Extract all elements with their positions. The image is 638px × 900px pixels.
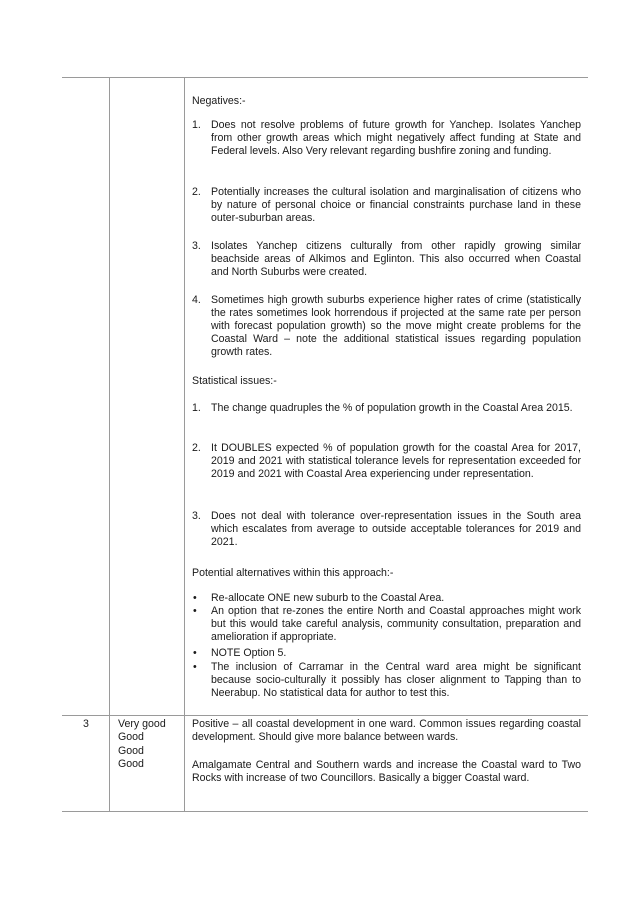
- ratings-column: [118, 718, 166, 772]
- rating: Good: [118, 731, 144, 744]
- alternative-bullet: • NOTE Option 5.: [193, 647, 287, 659]
- alternative-bullet: • An option that re-zones the entire North and Coastal approaches might work but this would take careful analysis, community consultation, preparation and amelioration if appropriate.: [193, 605, 581, 644]
- negative-item: 3. Isolates Yanchep citizens culturally from other rapidly growing similar beachside areas of Alkimos and Eglinton. This also occurred when Coastal and North Suburbs were created.: [192, 240, 581, 279]
- column-divider: [109, 78, 110, 811]
- row3-paragraph-positive: Positive – all coastal development in one ward. Common issues regarding coastal development. Should give more balance between wards.: [192, 718, 581, 743]
- statistical-item: 3. Does not deal with tolerance over-representation issues in the South area which escalates from average to outside acceptable tolerances for 2019 and 2021.: [192, 510, 581, 549]
- statistical-item: 2. It DOUBLES expected % of population growth for the coastal Area for 2017, 2019 and 2021 with statistical tolerance levels for representation exceeded for 2019 and 2021 with Coastal Area experiencing under representation.: [192, 442, 581, 481]
- row3-paragraph-amalgamate: Amalgamate Central and Southern wards and increase the Coastal ward to Two Rocks with increase of two Councillors. Basically a bigger Coastal ward.: [192, 759, 581, 784]
- statistical-issues-heading: Statistical issues:-: [192, 375, 277, 387]
- rating: Good: [118, 758, 144, 771]
- column-divider: [184, 78, 185, 811]
- alternative-bullet: • Re-allocate ONE new suburb to the Coastal Area.: [193, 592, 445, 604]
- alternative-bullet: • The inclusion of Carramar in the Central ward area might be significant because socio-culturally it possibly has closer alignment to Tapping than to Neerabup. No statistical data for author to test this.: [193, 661, 581, 700]
- negative-item: 2. Potentially increases the cultural isolation and marginalisation of citizens who by nature of personal choice or financial constraints purchase land in these outer-suburban areas.: [192, 186, 581, 225]
- alternatives-heading: Potential alternatives within this approach:-: [192, 567, 394, 579]
- negative-item: 1. Does not resolve problems of future growth for Yanchep. Isolates Yanchep from other growth areas which might negatively affect funding at State and Federal levels. Also Very relevant regarding bushfire zoning and funding.: [192, 119, 581, 158]
- statistical-item: 1. The change quadruples the % of population growth in the Coastal Area 2015.: [192, 402, 573, 414]
- negatives-heading: Negatives:-: [192, 95, 246, 107]
- row-divider: [62, 715, 588, 716]
- rating: Good: [118, 744, 144, 757]
- rating: Very good: [118, 718, 166, 730]
- negative-item: 4. Sometimes high growth suburbs experience higher rates of crime (statistically the rates sometimes look horrendous if projected at the same rate per person with forecast population growth) so the move might create problems for the Coastal Ward – note the additional statistical issues regarding population growth rates.: [192, 294, 581, 359]
- option-number: 3: [83, 718, 89, 730]
